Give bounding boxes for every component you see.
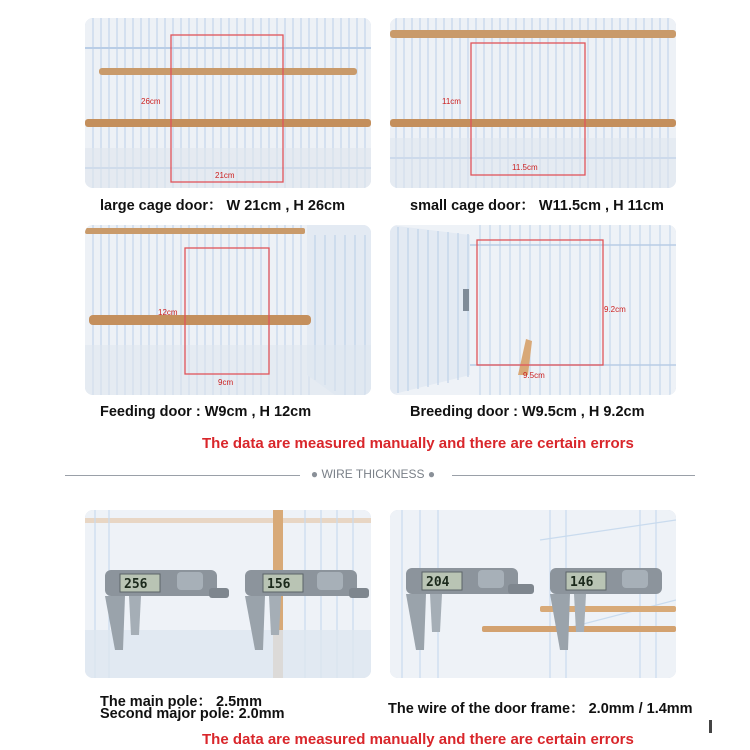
door-frame-caliper-reading-1: 204 <box>426 575 450 590</box>
small-door-height-label: 11cm <box>442 97 461 106</box>
feeding-door-width-label: 9cm <box>218 378 234 387</box>
second-pole-caption: Second major pole: 2.0mm <box>100 706 285 722</box>
door-frame-caliper-photo <box>390 510 676 678</box>
small-cage-door-photo <box>390 18 676 188</box>
door-frame-caliper-illustration <box>390 510 676 678</box>
wire-thickness-heading <box>298 467 448 481</box>
bullet-right: ● <box>427 467 436 481</box>
feeding-door-caption: Feeding door : W9cm , H 12cm <box>100 404 312 420</box>
wire-thickness-title: WIRE THICKNESS <box>321 467 425 481</box>
feeding-door-photo <box>85 225 371 395</box>
section-divider-left <box>65 475 300 476</box>
main-pole-caliper-photo <box>85 510 371 678</box>
measurement-disclaimer-top: The data are measured manually and there are certain errors <box>202 435 634 452</box>
main-pole-caption: The main pole： 2.5mm <box>100 694 262 710</box>
section-divider-right <box>452 475 695 476</box>
corner-mark <box>709 720 712 733</box>
small-cage-door-caption: small cage door： W11.5cm , H 11cm <box>410 198 664 214</box>
large-cage-door-illustration <box>85 18 371 188</box>
large-door-height-label: 26cm <box>141 97 161 106</box>
main-pole-caliper-reading: 256 <box>124 577 148 592</box>
feeding-door-height-label: 12cm <box>158 308 178 317</box>
breeding-door-photo <box>390 225 676 395</box>
measurement-disclaimer-bottom: The data are measured manually and there are certain errors <box>202 731 634 748</box>
large-cage-door-photo <box>85 18 371 188</box>
small-door-width-label: 11.5cm <box>512 163 538 172</box>
main-pole-caliper-illustration <box>85 510 371 678</box>
door-frame-caliper-reading-2: 146 <box>570 575 594 590</box>
feeding-door-illustration <box>85 225 371 395</box>
large-cage-door-caption: large cage door： W 21cm , H 26cm <box>100 198 345 214</box>
breeding-door-width-label: 9.5cm <box>523 371 545 380</box>
breeding-door-height-label: 9.2cm <box>604 305 626 314</box>
small-cage-door-illustration <box>390 18 676 188</box>
bullet-left: ● <box>310 467 319 481</box>
large-door-width-label: 21cm <box>215 171 235 180</box>
breeding-door-illustration <box>390 225 676 395</box>
door-frame-wire-caption: The wire of the door frame： 2.0mm / 1.4mm <box>388 701 693 717</box>
breeding-door-caption: Breeding door : W9.5cm , H 9.2cm <box>410 404 645 420</box>
second-pole-caliper-reading: 156 <box>267 577 291 592</box>
